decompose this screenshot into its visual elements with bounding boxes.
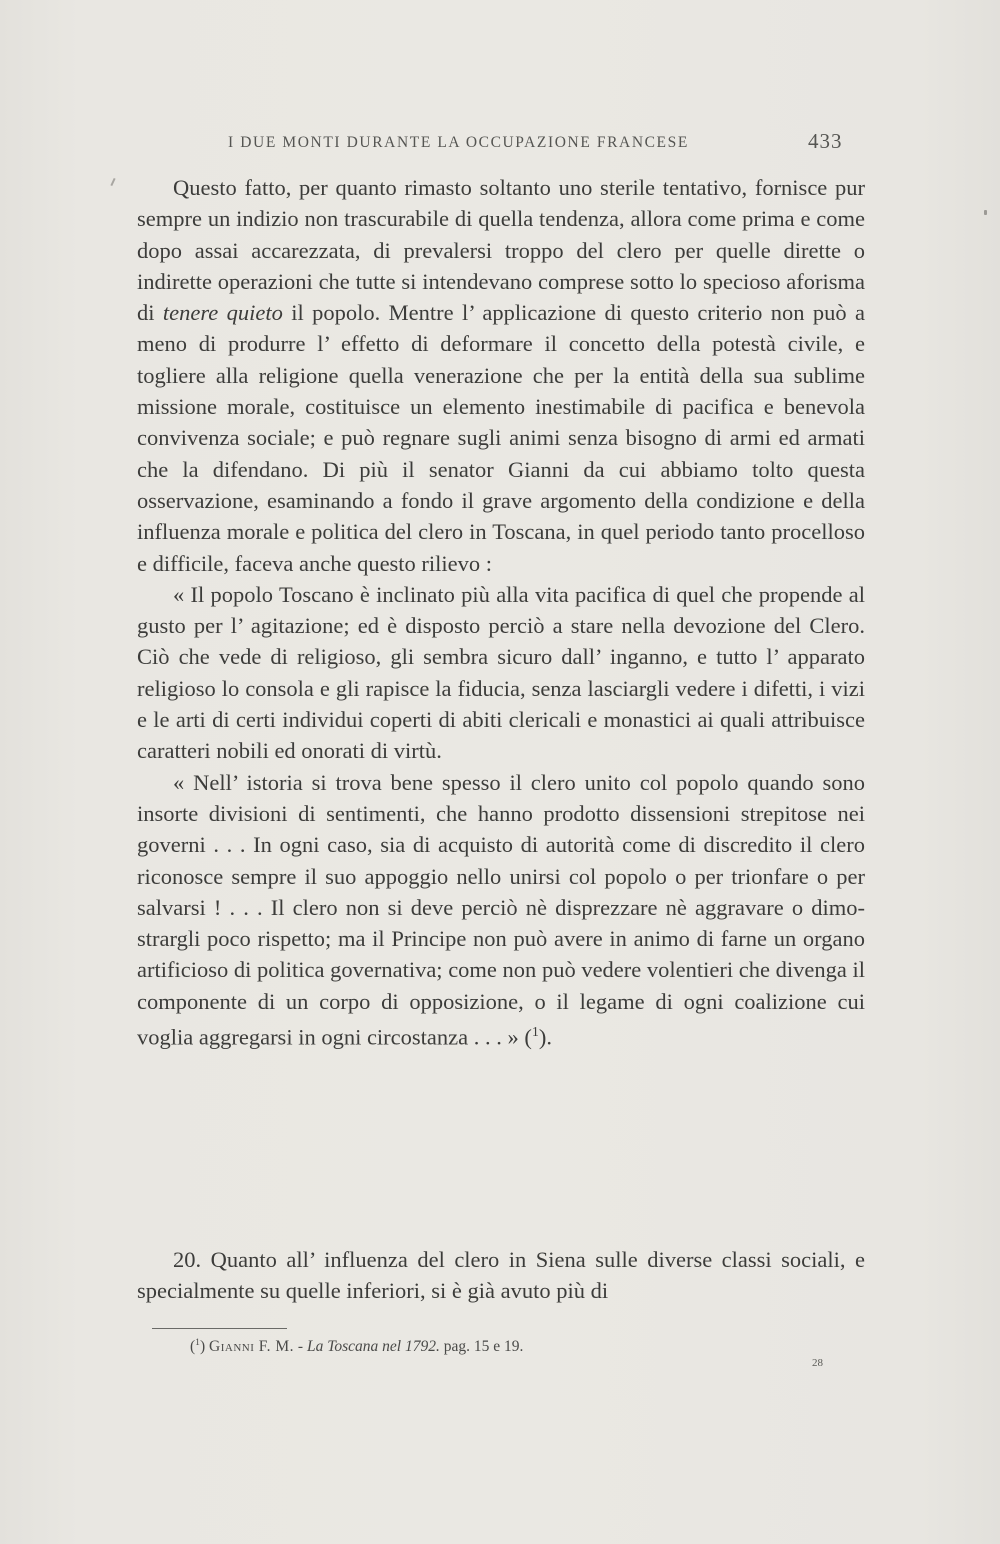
italic-phrase: tenere quieto: [162, 300, 283, 326]
running-header-title: I DUE MONTI DURANTE LA OCCUPAZIONE FRANCESE: [228, 134, 689, 151]
footnote-divider: [152, 1328, 287, 1329]
signature-mark: 28: [812, 1357, 823, 1369]
footnote-reference: 1: [531, 1025, 539, 1041]
print-speck: [984, 210, 987, 215]
footnote-separator: -: [294, 1338, 307, 1356]
quote-paragraph: « Nell’ istoria si trova bene spesso il clero unito col popolo quando sono insorte divisioni di sentimenti, che hanno prodotto dissensioni strepitose nei governi . . . In ogni caso, sia di acquisto di autorità come di discredito il clero riconosce sempre il suo appoggio nello unirsi col popolo o per trionfare o per salvarsi ! . . . Il clero non si deve perciò nè disprezzare nè aggravare o dimostrargli poco rispetto; ma il Principe non può avere in animo di farne un organo artificioso di politica governativa; come non può vedere volentieri che divenga il componente di un corpo di opposizione, o il legame di ogni coalizione cui voglia aggregarsi in ogni circostanza . . . » ($^1$).: [137, 769, 865, 1050]
footnote-title: La Toscana nel 1792.: [306, 1338, 440, 1356]
section-20-start: [137, 1244, 865, 1307]
body-text: [137, 172, 865, 1053]
footnote-pages: pag. 15 e 19.: [439, 1338, 524, 1356]
page-number: 433: [808, 129, 843, 153]
paragraph: Questo fatto, per quanto rimasto soltanto uno sterile tentativo, fornisce pur sempre un indizio non trascurabile di quella tendenza, allora come prima e come dopo assai accarezzata, di prevalersi troppo del clero per quelle dirette o indirette operazioni che tutte si intendevano comprese sotto lo specioso aforisma di tenere quieto il popolo. Mentre l’ applicazione di questo criterio non può a meno di produrre l’ effetto di deformare il concetto della potestà civile, e togliere alla religione quella venerazione che per la entità della sua sublime missione morale, costituisce un elemento inestimabile di pacifica e benevola convivenza sociale; e può regnare sugli animi senza bisogno di armi ed armati che la difendano. Di più il senator Gianni da cui abbiamo tolto questa osservazione, esaminando a fondo il grave argomento della condizione e della influenza morale e politica del clero in Toscana, in quel periodo tanto procelloso e difficile, faceva anche questo rilievo :: [137, 175, 865, 576]
footnote-marker: 1: [195, 1337, 200, 1348]
quote-paragraph: « Il popolo Toscano è inclinato più alla vita pacifica di quel che propende al gusto per l’ agitazione; ed è disposto perciò a stare nella devozione del Clero. Ciò che vede di religioso, gli sembra sicuro dall’ inganno, e tutto l’ apparato religioso lo consola e gli rapisce la fiducia, senza lasciargli vedere i difetti, i vizi e le arti di certi individui coperti di abiti clericali e monastici ai quali attribuisce caratteri nobili ed onorati di virtù.: [137, 581, 865, 764]
paragraph: 20. Quanto all’ influenza del clero in Siena sulle diverse classi sociali, e specialmente su quelle inferiori, si è già avuto più di: [137, 1247, 865, 1304]
footnote: ($^1$) Gianni F. M. - La Toscana nel 1792. pag. 15 e 19.: [190, 1337, 524, 1356]
print-speck: [110, 178, 115, 186]
footnote-author: Gianni F. M.: [209, 1338, 295, 1356]
